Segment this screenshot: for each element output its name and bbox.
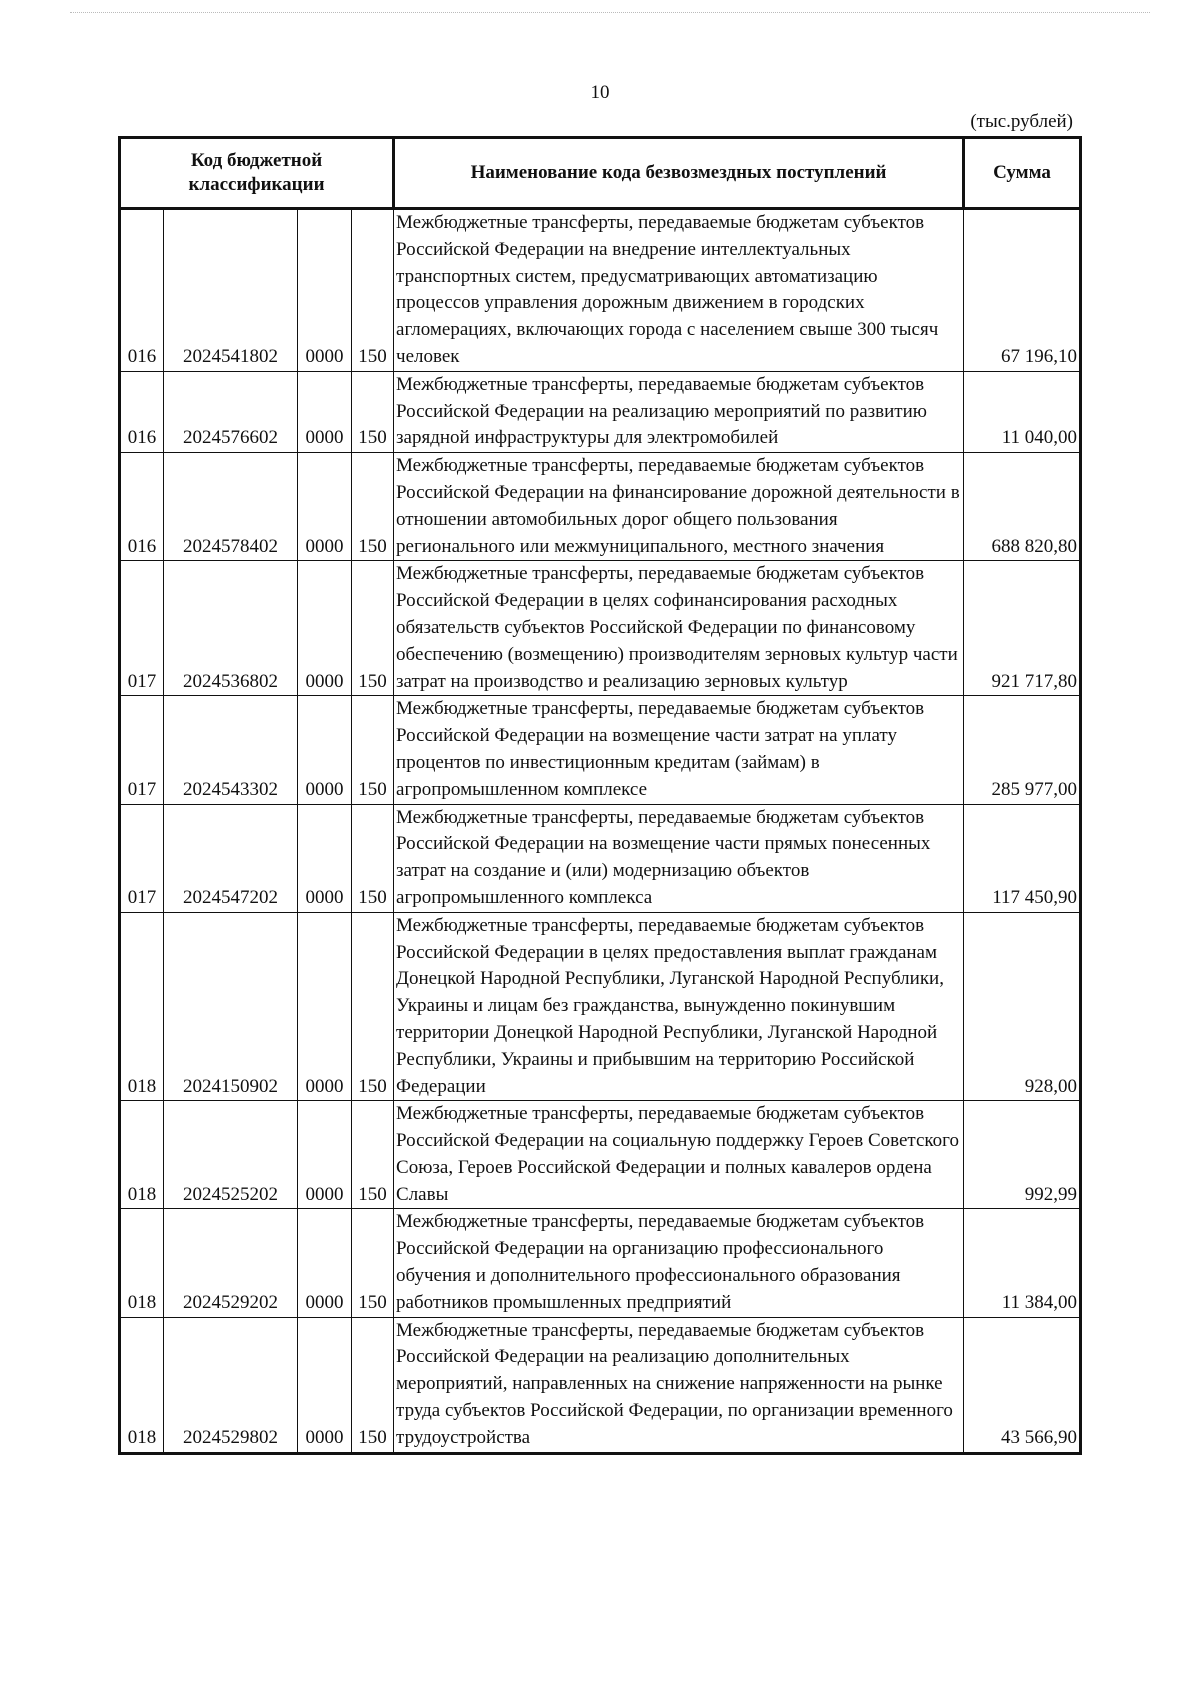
- description-cell: Межбюджетные трансферты, передаваемые бюджетам субъектов Российской Федерации на внедрение интеллектуальных транспортных систем, предусматривающих автоматизацию процессов управления дорожным движением в городских агломерациях, включающих города с населением свыше 300 тысяч человек: [394, 209, 964, 372]
- table-row: [120, 1317, 1081, 1453]
- subcode-cell: 0000: [298, 1317, 352, 1453]
- econ-code-cell: 150: [352, 1317, 394, 1453]
- amount-cell: 67 196,10: [964, 209, 1081, 372]
- econ-code-cell: 150: [352, 804, 394, 912]
- econ-code-cell: 150: [352, 1101, 394, 1209]
- econ-code-cell: 150: [352, 561, 394, 696]
- kbk-code-cell: 2024150902: [164, 912, 298, 1101]
- table-row: [120, 1209, 1081, 1317]
- table-row: [120, 1101, 1081, 1209]
- amount-cell: 688 820,80: [964, 453, 1081, 561]
- admin-code-cell: 017: [120, 804, 164, 912]
- description-cell: Межбюджетные трансферты, передаваемые бюджетам субъектов Российской Федерации на организацию профессионального обучения и дополнительного профессионального образования работников промышленных предприятий: [394, 1209, 964, 1317]
- header-code: Код бюджетной классификации: [120, 138, 394, 209]
- amount-cell: 921 717,80: [964, 561, 1081, 696]
- admin-code-cell: 018: [120, 912, 164, 1101]
- subcode-cell: 0000: [298, 1209, 352, 1317]
- table-row: [120, 209, 1081, 372]
- amount-cell: 117 450,90: [964, 804, 1081, 912]
- kbk-code-cell: 2024576602: [164, 371, 298, 452]
- kbk-code-cell: 2024536802: [164, 561, 298, 696]
- table-row: [120, 371, 1081, 452]
- page-number: 10: [590, 82, 610, 103]
- amount-cell: 11 384,00: [964, 1209, 1081, 1317]
- kbk-code-cell: 2024541802: [164, 209, 298, 372]
- table-row: [120, 912, 1081, 1101]
- econ-code-cell: 150: [352, 453, 394, 561]
- subcode-cell: 0000: [298, 371, 352, 452]
- econ-code-cell: 150: [352, 1209, 394, 1317]
- kbk-code-cell: 2024529802: [164, 1317, 298, 1453]
- admin-code-cell: 017: [120, 561, 164, 696]
- amount-cell: 11 040,00: [964, 371, 1081, 452]
- amount-cell: 992,99: [964, 1101, 1081, 1209]
- subcode-cell: 0000: [298, 1101, 352, 1209]
- description-cell: Межбюджетные трансферты, передаваемые бюджетам субъектов Российской Федерации на финансирование дорожной деятельности в отношении автомобильных дорог общего пользования регионального или межмуниципального, местного значения: [394, 453, 964, 561]
- kbk-code-cell: 2024529202: [164, 1209, 298, 1317]
- subcode-cell: 0000: [298, 209, 352, 372]
- kbk-code-cell: 2024543302: [164, 696, 298, 804]
- subcode-cell: 0000: [298, 561, 352, 696]
- subcode-cell: 0000: [298, 696, 352, 804]
- table-header-row: [120, 138, 1081, 209]
- amount-cell: 43 566,90: [964, 1317, 1081, 1453]
- admin-code-cell: 018: [120, 1317, 164, 1453]
- description-cell: Межбюджетные трансферты, передаваемые бюджетам субъектов Российской Федерации на реализацию дополнительных мероприятий, направленных на снижение напряженности на рынке труда субъектов Российской Федерации, по организации временного трудоустройства: [394, 1317, 964, 1453]
- econ-code-cell: 150: [352, 912, 394, 1101]
- subcode-cell: 0000: [298, 912, 352, 1101]
- admin-code-cell: 016: [120, 453, 164, 561]
- kbk-code-cell: 2024525202: [164, 1101, 298, 1209]
- admin-code-cell: 018: [120, 1101, 164, 1209]
- table-row: [120, 804, 1081, 912]
- econ-code-cell: 150: [352, 696, 394, 804]
- description-cell: Межбюджетные трансферты, передаваемые бюджетам субъектов Российской Федерации на возмещение части прямых понесенных затрат на создание и (или) модернизацию объектов агропромышленного комплекса: [394, 804, 964, 912]
- description-cell: Межбюджетные трансферты, передаваемые бюджетам субъектов Российской Федерации на реализацию мероприятий по развитию зарядной инфраструктуры для электромобилей: [394, 371, 964, 452]
- description-cell: Межбюджетные трансферты, передаваемые бюджетам субъектов Российской Федерации в целях предоставления выплат гражданам Донецкой Народной Республики, Луганской Народной Республики, Украины и лицам без гражданства, вынужденно покинувшим территории Донецкой Народной Республики, Луганской Народной Республики, Украины и прибывшим на территорию Российской Федерации: [394, 912, 964, 1101]
- kbk-code-cell: 2024578402: [164, 453, 298, 561]
- description-cell: Межбюджетные трансферты, передаваемые бюджетам субъектов Российской Федерации в целях софинансирования расходных обязательств субъектов Российской Федерации по финансовому обеспечению (возмещению) производителям зерновых культур части затрат на производство и реализацию зерновых культур: [394, 561, 964, 696]
- table-body: [120, 209, 1081, 1454]
- header-name: Наименование кода безвозмездных поступлений: [394, 138, 964, 209]
- header-sum: Сумма: [964, 138, 1081, 209]
- table-row: [120, 453, 1081, 561]
- admin-code-cell: 016: [120, 371, 164, 452]
- admin-code-cell: 018: [120, 1209, 164, 1317]
- amount-cell: 928,00: [964, 912, 1081, 1101]
- kbk-code-cell: 2024547202: [164, 804, 298, 912]
- subcode-cell: 0000: [298, 804, 352, 912]
- econ-code-cell: 150: [352, 371, 394, 452]
- admin-code-cell: 016: [120, 209, 164, 372]
- description-cell: Межбюджетные трансферты, передаваемые бюджетам субъектов Российской Федерации на возмещение части затрат на уплату процентов по инвестиционным кредитам (займам) в агропромышленном комплексе: [394, 696, 964, 804]
- description-cell: Межбюджетные трансферты, передаваемые бюджетам субъектов Российской Федерации на социальную поддержку Героев Советского Союза, Героев Российской Федерации и полных кавалеров ордена Славы: [394, 1101, 964, 1209]
- table-row: [120, 561, 1081, 696]
- units-label: (тыс.рублей): [970, 111, 1073, 132]
- amount-cell: 285 977,00: [964, 696, 1081, 804]
- admin-code-cell: 017: [120, 696, 164, 804]
- econ-code-cell: 150: [352, 209, 394, 372]
- scan-artifact: [70, 12, 1150, 15]
- budget-table: [118, 136, 1082, 1455]
- table-row: [120, 696, 1081, 804]
- subcode-cell: 0000: [298, 453, 352, 561]
